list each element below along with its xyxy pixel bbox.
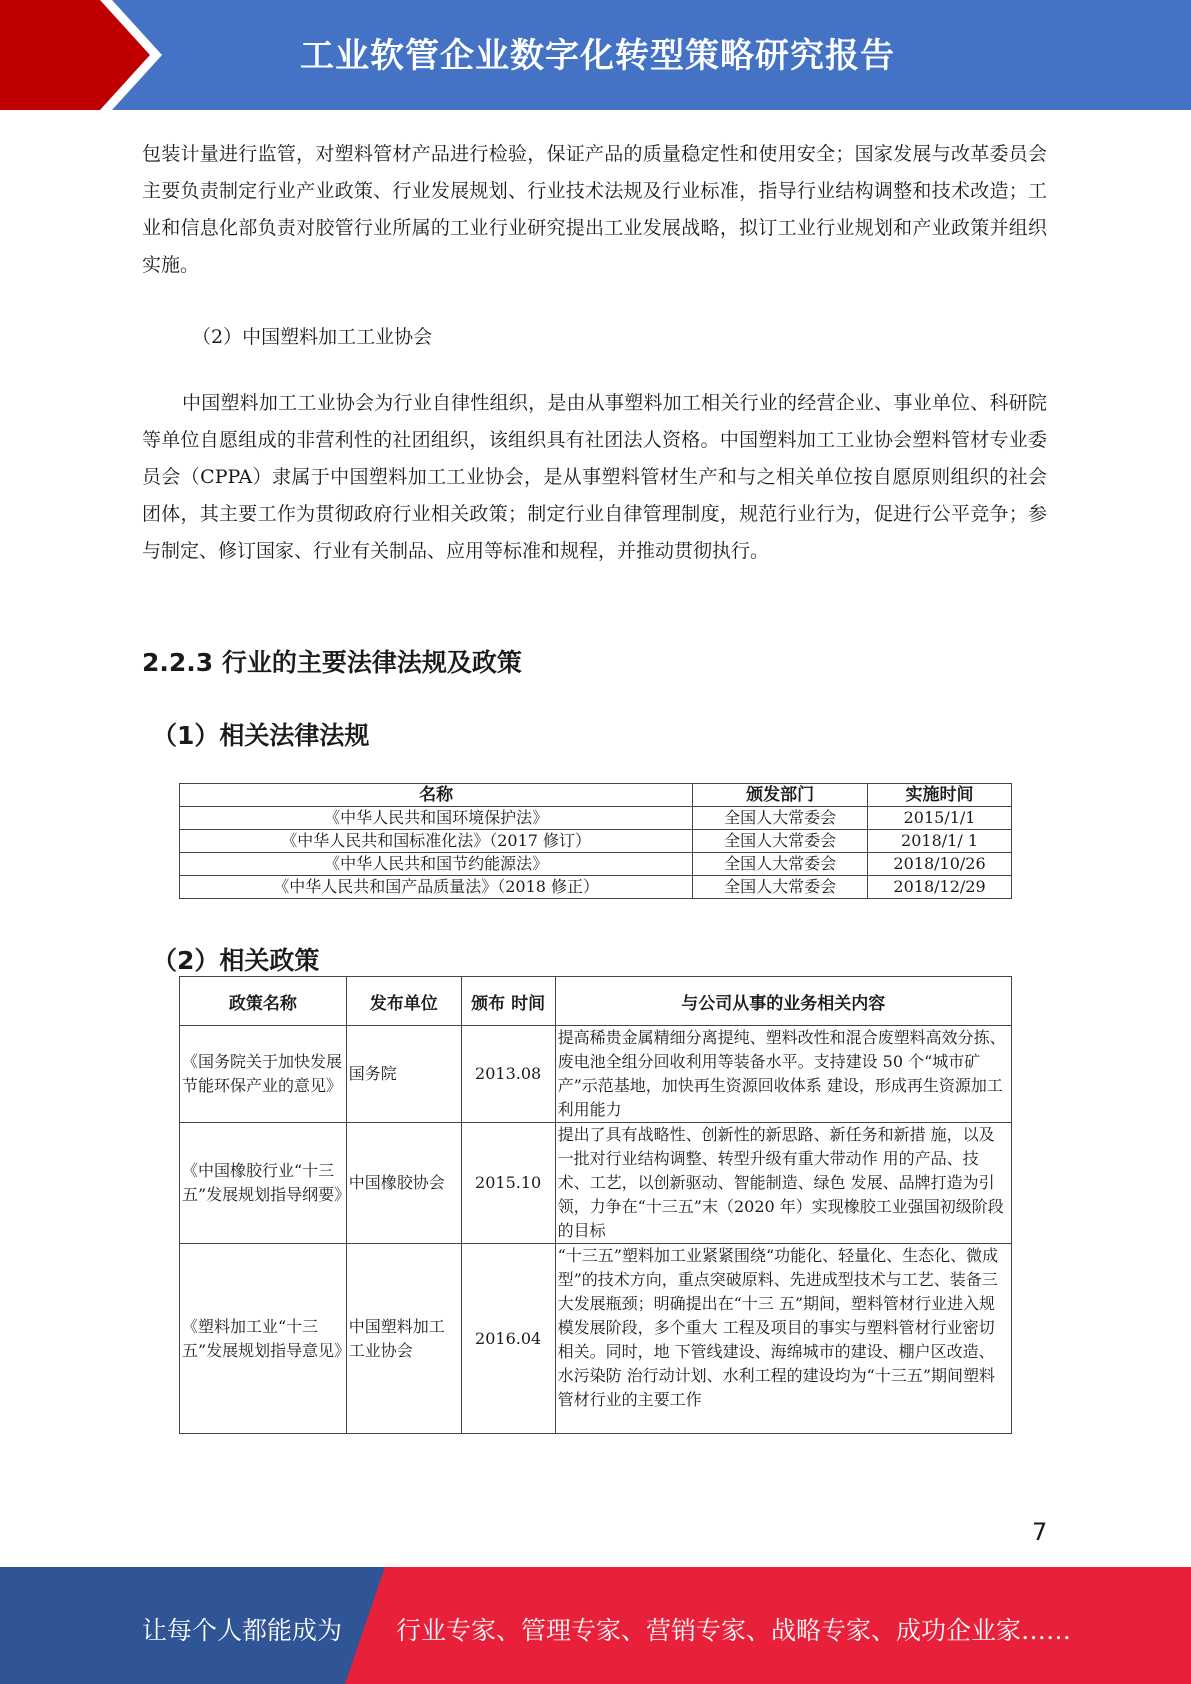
law-issuer: 全国人大常委会 [693,807,868,830]
law-date: 2018/1/ 1 [868,830,1012,853]
policy-name: 《中国橡胶行业“十三五”发展规划指导纲要》 [180,1123,347,1244]
policy-description: “十三五”塑料加工业紧紧围绕“功能化、轻量化、生态化、微成型”的技术方向，重点突破原料、先进成型技术与工艺、装备三大发展瓶颈；明确提出在“十三 五”期间，塑料管材行业进入规模发展阶段，多个重大 工程及项目的事实与塑料管材行业密切相关。同时，地 下管线建设、海绵城市的建设、棚户区改造、水污染防 治行动计划、水利工程的建设均为“十三五”期间塑料 管材行业的主要工作 [555,1244,1011,1434]
law-issuer: 全国人大常委会 [693,830,868,853]
policy-date: 2013.08 [461,1026,555,1123]
table-row [180,1244,1012,1434]
policy-date: 2015.10 [461,1123,555,1244]
column-header: 发布单位 [346,977,461,1026]
table-row [180,1026,1012,1123]
law-date: 2015/1/1 [868,807,1012,830]
table-row [180,830,1012,853]
policies-heading: （2）相关政策 [152,946,320,975]
law-name: 《中华人民共和国环境保护法》 [180,807,693,830]
column-header: 名称 [180,784,693,807]
laws-heading: （1）相关法律法规 [152,721,370,750]
policies-table [179,976,1012,1434]
column-header: 政策名称 [180,977,347,1026]
law-name: 《中华人民共和国产品质量法》（2018 修正） [180,876,693,899]
column-header: 实施时间 [868,784,1012,807]
footer-slogan-right: 行业专家、管理专家、营销专家、战略专家、成功企业家…… [396,1616,1072,1645]
paragraph-cppa: 中国塑料加工工业协会为行业自律性组织，是由从事塑料加工相关行业的经营企业、事业单位、科研院等单位自愿组成的非营利性的社团组织，该组织具有社团法人资格。中国塑料加工工业协会塑料管材专业委员会（CPPA）隶属于中国塑料加工工业协会，是从事塑料管材生产和与之相关单位按自愿原则组织的社会团体，其主要工作为贯彻政府行业相关政策；制定行业自律管理制度，规范行业行为，促进行公平竞争；参与制定、修订国家、行业有关制品、应用等标准和规程，并推动贯彻执行。 [142,392,1047,562]
policy-description: 提高稀贵金属精细分离提纯、塑料改性和混合废塑料高效分拣、废电池全组分回收利用等装备水平。支持建设 50 个“城市矿产”示范基地，加快再生资源回收体系 建设，形成再生资源加工利用能力 [555,1026,1011,1123]
law-name: 《中华人民共和国标准化法》（2017 修订） [180,830,693,853]
column-header: 颁发部门 [693,784,868,807]
law-date: 2018/10/26 [868,853,1012,876]
header-title: 工业软管企业数字化转型策略研究报告 [300,36,895,76]
page-footer [0,1567,1191,1684]
page-number: 7 [1032,1518,1048,1546]
laws-table [179,783,1012,899]
policy-issuer: 中国塑料加工工业协会 [346,1244,461,1434]
policy-name: 《国务院关于加快发展节能环保产业的意见》 [180,1026,347,1123]
footer-slogan-left: 让每个人都能成为 [142,1616,343,1645]
policy-description: 提出了具有战略性、创新性的新思路、新任务和新措 施，以及一批对行业结构调整、转型升级有重大带动作 用的产品、技术、工艺，以创新驱动、智能制造、绿色 发展、品牌打造为引领，力争在“十三五”末（2020 年）实现橡胶工业强国初级阶段的目标 [555,1123,1011,1244]
policy-date: 2016.04 [461,1244,555,1434]
page-header [0,0,1191,110]
law-issuer: 全国人大常委会 [693,876,868,899]
law-date: 2018/12/29 [868,876,1012,899]
law-name: 《中华人民共和国节约能源法》 [180,853,693,876]
table-row [180,807,1012,830]
table-row [180,1123,1012,1244]
law-issuer: 全国人大常委会 [693,853,868,876]
subheading-cppa: （2）中国塑料加工工业协会 [192,326,433,348]
table-row [180,853,1012,876]
paragraph-regulators: 包装计量进行监管，对塑料管材产品进行检验，保证产品的质量稳定性和使用安全；国家发展与改革委员会主要负责制定行业产业政策、行业发展规划、行业技术法规及行业标准，指导行业结构调整和技术改造；工业和信息化部负责对胶管行业所属的工业行业研究提出工业发展战略，拟订工业行业规划和产业政策并组织实施。 [142,143,1047,276]
policy-issuer: 中国橡胶协会 [346,1123,461,1244]
column-header: 颁布 时间 [461,977,555,1026]
table-row [180,876,1012,899]
table-header-row [180,977,1012,1026]
table-header-row [180,784,1012,807]
policy-issuer: 国务院 [346,1026,461,1123]
column-header: 与公司从事的业务相关内容 [555,977,1011,1026]
section-heading: 2.2.3 行业的主要法律法规及政策 [142,648,522,677]
policy-name: 《塑料加工业“十三五”发展规划指导意见》 [180,1244,347,1434]
